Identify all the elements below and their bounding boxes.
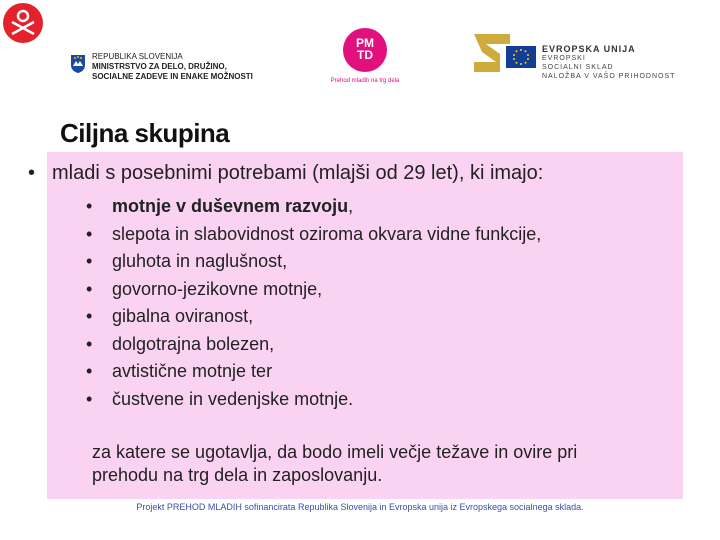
eu-logo [470,30,676,90]
pmtd-text-top: PM [356,36,374,50]
list-item-text: čustvene in vedenjske motnje. [112,388,354,409]
organization-logo [3,3,43,43]
list-item [86,248,541,276]
pmtd-subtitle: Prehod mladih na trg dela [330,78,400,84]
conclusion-line: za katere se ugotavlja, da bodo imeli večje težave in ovire pri [92,442,578,462]
list-item [86,386,541,414]
ministry-line: REPUBLIKA SLOVENIJA [92,52,183,61]
main-bullet [28,162,543,185]
people-icon [3,3,43,43]
list-item-text: motnje v duševnem razvoju [112,196,349,216]
list-item-suffix: , [348,196,354,216]
bullet-marker: • [86,306,93,326]
bullet-marker: • [86,388,93,409]
list-item [86,303,541,331]
eu-flag-icon [506,46,536,68]
slide-title: Ciljna skupina [60,118,230,148]
list-item-text: govorno-jezikovne motnje, [112,278,323,299]
list-item-text: slepota in slabovidnost oziroma okvara vidne funkcije, [112,223,542,244]
bullet-marker: • [86,333,93,354]
condition-list [86,193,542,413]
bullet-marker: • [86,278,93,299]
ministry-line: SOCIALNE ZADEVE IN ENAKE MOŽNOSTI [92,72,253,81]
bullet-marker: • [86,223,93,244]
list-item [86,193,541,221]
ministry-line: MINISTRSTVO ZA DELO, DRUŽINO, [92,62,227,71]
list-item-text: dolgotrajna bolezen, [112,333,275,354]
list-item-text: avtistične motnje ter [112,361,273,381]
list-item [86,276,541,304]
conclusion-line: prehodu na trg dela in zaposlovanju. [92,465,383,485]
list-item-text: gibalna oviranost, [112,306,254,326]
esf-line: EVROPSKI [542,55,586,62]
bullet-marker: • [28,162,36,184]
main-bullet-text: mladi s posebnimi potrebami (mlajši od 29 let), ki imajo: [52,162,544,184]
list-item [86,221,542,249]
footer-note: Projekt PREHOD MLADIH sofinancirata Republika Slovenija in Evropska unija iz Evropskega socialnega sklada. [136,502,584,512]
slovenia-crest-icon [70,54,86,74]
list-item-text: gluhota in naglušnost, [112,251,288,271]
eu-name: EVROPSKA UNIJA [542,44,636,54]
list-item [86,358,541,386]
pmtd-badge [343,28,387,72]
list-item [86,331,541,359]
conclusion-text [92,441,577,487]
pmtd-text-bottom: TD [357,48,373,62]
esf-line: SOCIALNI SKLAD [542,64,614,71]
bullet-marker: • [86,196,93,216]
esf-slogan: NALOŽBA V VAŠO PRIHODNOST [542,73,676,80]
pmtd-logo [325,28,405,90]
bullet-marker: • [86,361,93,381]
bullet-marker: • [86,251,93,271]
ministry-logo [70,52,275,88]
